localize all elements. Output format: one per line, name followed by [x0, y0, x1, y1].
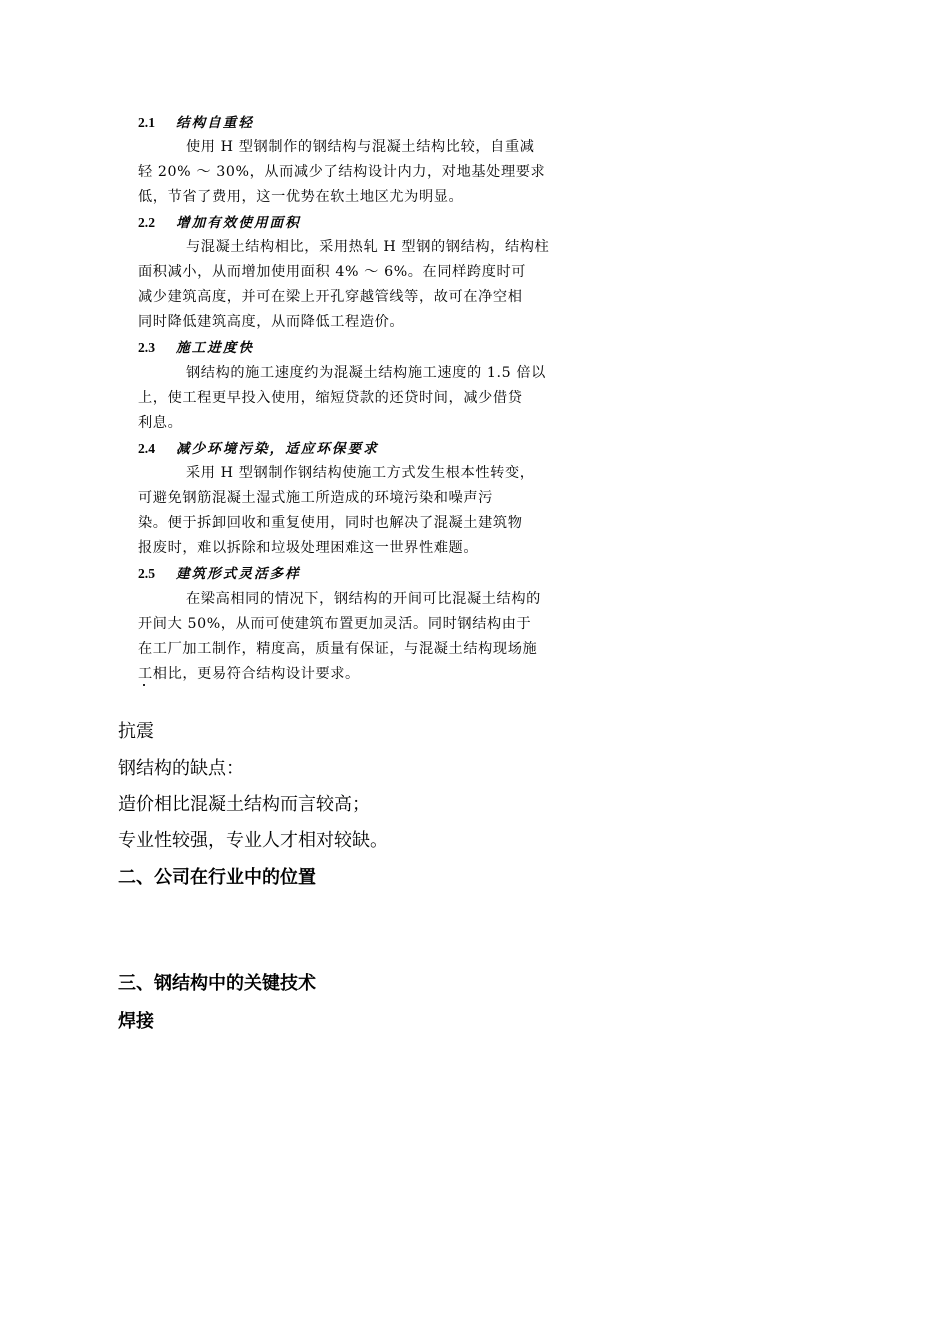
paragraph-line: 染。便于拆卸回收和重复使用，同时也解决了混凝土建筑物	[138, 515, 523, 531]
paragraph-line: 面积减小，从而增加使用面积 4% ～ 6%。在同样跨度时可	[138, 264, 527, 280]
section-2-1-heading	[138, 114, 254, 132]
paragraph-line: 使用 H 型钢制作的钢结构与混凝土结构比较，自重减	[186, 139, 535, 155]
paragraph-line: 可避免钢筋混凝土湿式施工所造成的环境污染和噪声污	[138, 490, 493, 506]
paragraph-line: 钢结构的施工速度约为混凝土结构施工速度的 1.5 倍以	[186, 365, 546, 381]
section-title: 建筑形式灵活多样	[176, 566, 301, 582]
paragraph-line: 开间大 50%，从而可使建筑布置更加灵活。同时钢结构由于	[138, 616, 532, 632]
heading-key-technology: 三、钢结构中的关键技术	[118, 973, 316, 994]
scanned-excerpt-image	[138, 100, 588, 700]
section-title: 施工进度快	[176, 340, 254, 356]
paragraph-line: 采用 H 型钢制作钢结构使施工方式发生根本性转变，	[186, 465, 535, 481]
paragraph-line: 低，节省了费用，这一优势在软土地区尤为明显。	[138, 189, 464, 205]
paragraph-line: 利息。	[138, 415, 183, 431]
paragraph-line: 报废时，难以拆除和垃圾处理困难这一世界性难题。	[138, 540, 479, 556]
paragraph-line: 减少建筑高度，并可在梁上开孔穿越管线等，故可在净空相	[138, 289, 523, 305]
section-number: 2.4	[138, 441, 155, 456]
section-2-4-heading	[138, 440, 379, 458]
line-expertise: 专业性较强，专业人才相对较缺。	[118, 830, 388, 851]
section-2-2-heading	[138, 214, 301, 232]
section-title: 结构自重轻	[176, 115, 254, 131]
section-number: 2.2	[138, 215, 155, 230]
paragraph-line: 轻 20% ～ 30%，从而减少了结构设计内力，对地基处理要求	[138, 164, 546, 180]
line-seismic: 抗震	[118, 721, 154, 742]
section-2-3-heading	[138, 339, 254, 357]
line-disadvantages: 钢结构的缺点：	[118, 758, 244, 779]
section-2-5-heading	[138, 565, 301, 583]
line-cost: 造价相比混凝土结构而言较高；	[118, 794, 370, 815]
paragraph-line: 在梁高相同的情况下，钢结构的开间可比混凝土结构的	[186, 591, 541, 607]
heading-company-position: 二、公司在行业中的位置	[118, 867, 316, 888]
paragraph-line: 与混凝土结构相比，采用热轧 H 型钢的钢结构，结构柱	[186, 239, 550, 255]
section-number: 2.1	[138, 115, 155, 130]
paragraph-line: 在工厂加工制作，精度高，质量有保证，与混凝土结构现场施	[138, 641, 538, 657]
section-title: 增加有效使用面积	[176, 215, 301, 231]
paragraph-line: 上，使工程更早投入使用，缩短贷款的还贷时间，减少借贷	[138, 390, 523, 406]
section-number: 2.3	[138, 340, 155, 355]
paragraph-line: 同时降低建筑高度，从而降低工程造价。	[138, 314, 405, 330]
paragraph-line: 工相比，更易符合结构设计要求。	[138, 666, 360, 682]
section-number: 2.5	[138, 566, 155, 581]
section-title: 减少环境污染，适应环保要求	[176, 441, 379, 457]
scan-artifact-mark	[143, 684, 145, 686]
heading-welding: 焊接	[118, 1011, 154, 1032]
